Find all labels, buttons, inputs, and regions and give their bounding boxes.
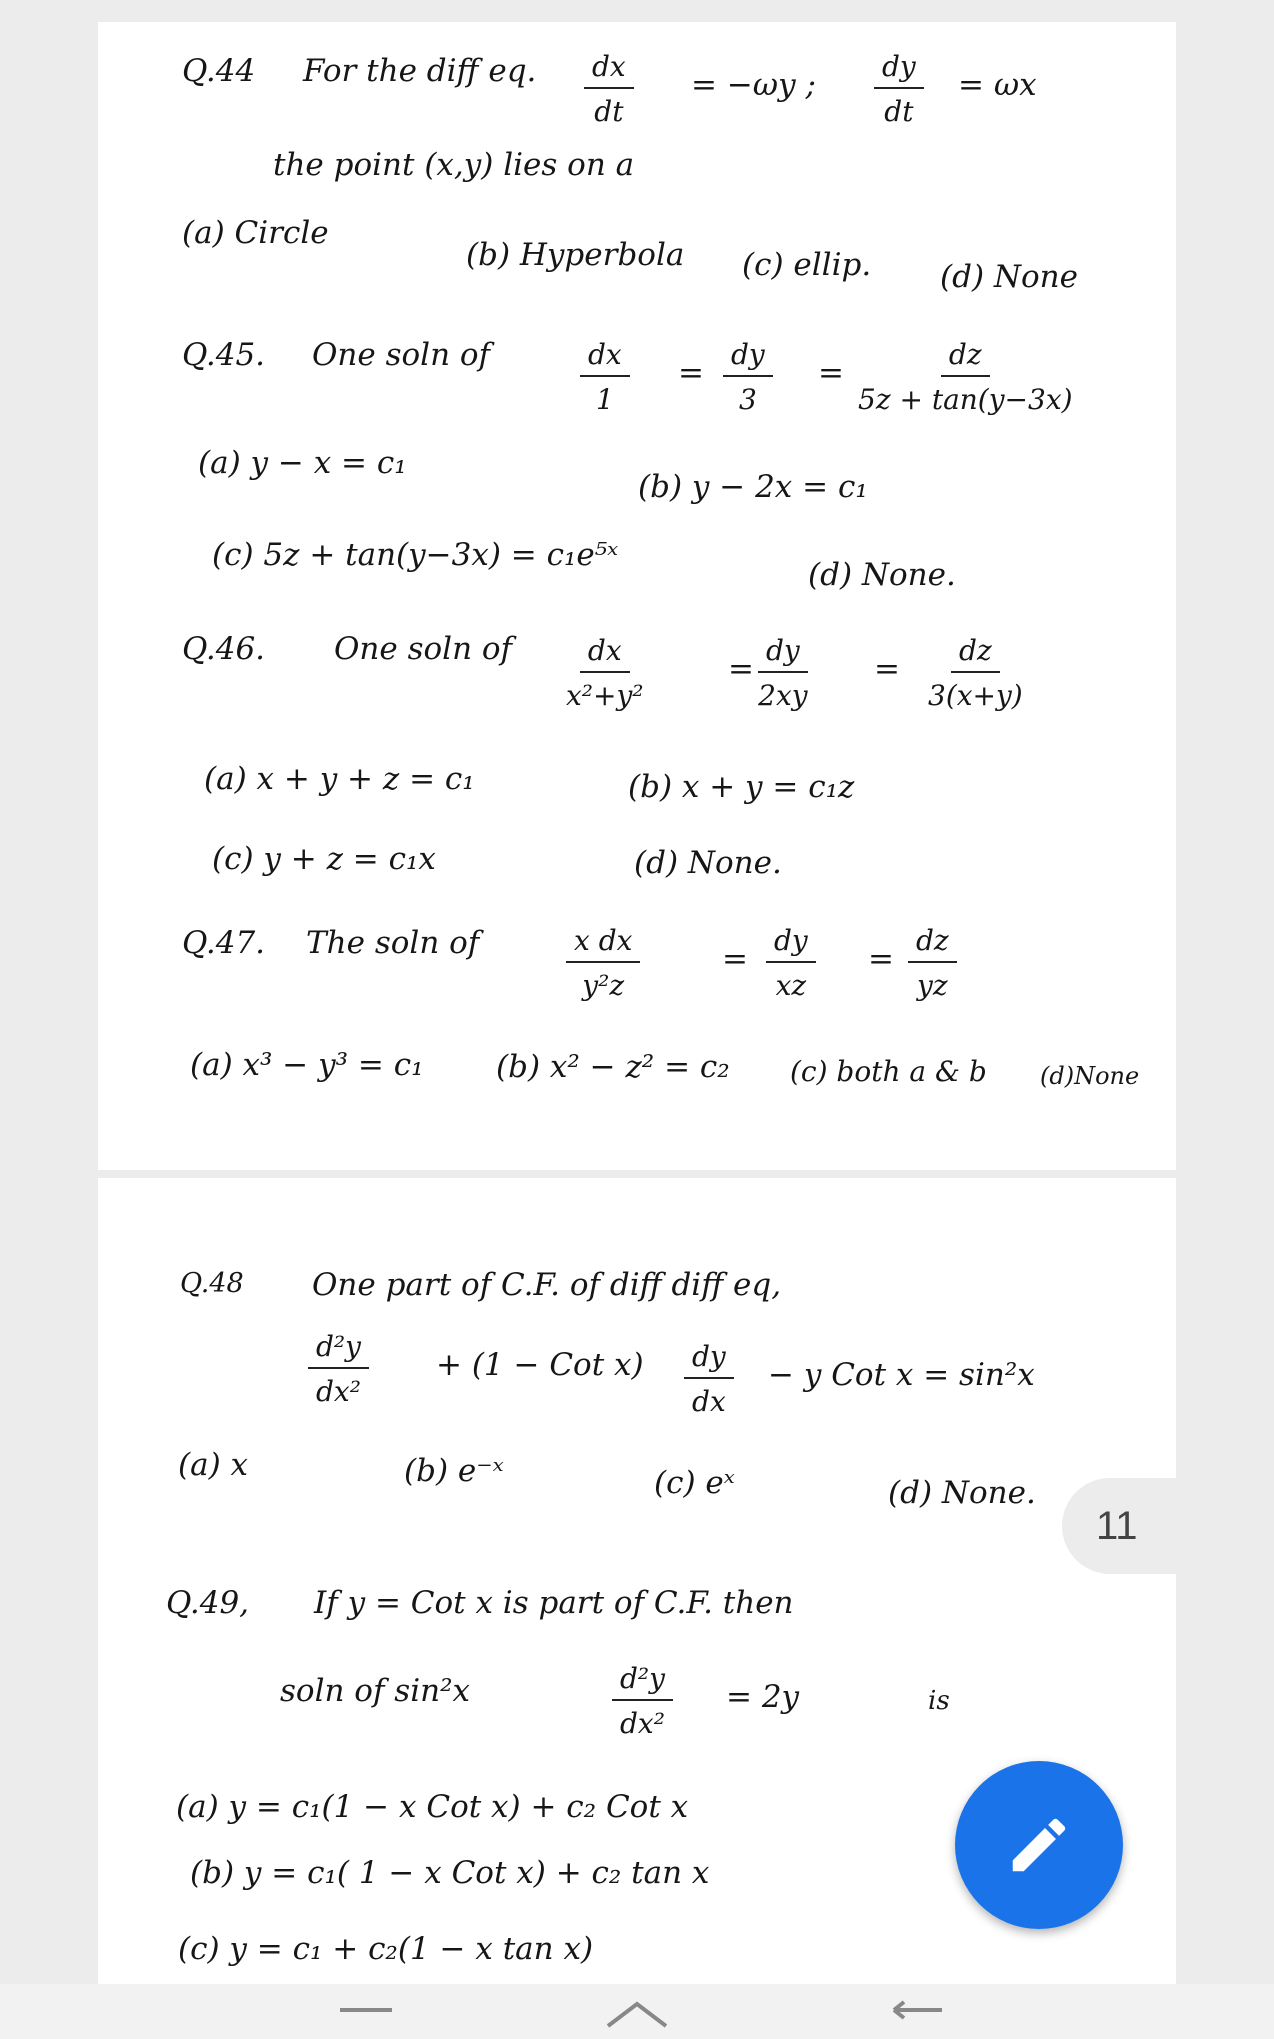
question-text: soln of sin²x [280,1673,470,1709]
option-a: (a) x [178,1447,249,1483]
question-text: the point (x,y) lies on a [273,147,635,183]
question-text: The soln of [306,925,480,961]
equals-sign: = [818,355,844,391]
equation-text: − y Cot x = sin²x [768,1357,1035,1393]
option-b: (b) e⁻ˣ [404,1453,504,1489]
option-b: (b) y = c₁( 1 − x Cot x) + c₂ tan x [190,1855,710,1891]
fraction: $\frac{\text{x dx}}{\text{y²z}}$ [566,924,640,1002]
option-a: (a) y − x = c₁ [198,445,407,481]
option-a: (a) Circle [182,215,329,251]
fraction: $\frac{dx}{dt}$ [584,50,634,128]
option-b: (b) y − 2x = c₁ [638,469,868,505]
fraction: $\frac{dy}{2xy}$ [758,634,808,712]
fraction: $\frac{\text{d²y}}{\text{dx²}}$ [612,1662,673,1740]
question-number: Q.45. [182,337,266,373]
equals-sign: = [874,651,900,687]
fraction: $\frac{dz}{5z + \tan(y-3x)}$ [858,338,1073,416]
option-c: (c) y = c₁ + c₂(1 − x tan x) [178,1931,594,1967]
equation-text: + (1 − Cot x) [436,1347,644,1383]
equals-sign: = [678,355,704,391]
fraction: $\frac{dz}{3(x+y)}$ [928,634,1023,712]
option-a: (a) x + y + z = c₁ [204,761,475,797]
equation-text: = ωx [958,67,1037,103]
option-c: (c) y + z = c₁x [212,841,436,877]
fraction: $\frac{dy}{dt}$ [874,50,924,128]
page-number: 11 [1096,1503,1138,1548]
fraction: $\frac{dy}{3}$ [723,338,773,416]
navigation-bar [0,1984,1274,2039]
fraction: $\frac{dy}{xz}$ [766,924,816,1002]
question-number: Q.44 [182,53,256,89]
option-c: (c) both a & b [790,1055,987,1088]
option-a: (a) x³ − y³ = c₁ [190,1047,424,1083]
option-d: (d) None. [808,557,956,593]
equals-sign: = [728,651,754,687]
option-b: (b) x² − z² = c₂ [496,1049,730,1085]
fraction: $\frac{dy}{dx}$ [684,1340,734,1418]
fraction: $\frac{dz}{yz}$ [908,924,957,1002]
edit-button[interactable] [955,1761,1123,1929]
back-icon[interactable] [890,2000,946,2030]
equals-sign: = [868,941,894,977]
option-b: (b) Hyperbola [466,237,685,273]
question-number: Q.46. [182,631,266,667]
question-text: One soln of [334,631,513,667]
question-number: Q.47. [182,925,266,961]
question-text: One soln of [312,337,491,373]
fraction: $\frac{\text{d²y}}{\text{dx²}}$ [308,1330,369,1408]
option-c: (c) eˣ [654,1465,735,1501]
question-text: is [928,1686,950,1716]
question-text: For the diff eq. [303,53,537,89]
question-text: If y = Cot x is part of C.F. then [314,1585,794,1621]
equation-text: = −ωy ; [691,67,816,103]
question-text: One part of C.F. of diff diff eq, [312,1267,782,1303]
page-number-badge [1062,1478,1274,1574]
option-c: (c) 5z + tan(y−3x) = c₁e⁵ˣ [212,537,619,573]
fraction: $\frac{dx}{\text{x²+y²}}$ [566,634,644,712]
option-c: (c) ellip. [742,247,872,283]
option-a: (a) y = c₁(1 − x Cot x) + c₂ Cot x [176,1789,689,1825]
home-icon[interactable] [604,1998,670,2028]
recents-icon[interactable] [340,2006,392,2016]
option-d: (d) None. [634,845,782,881]
equation-text: = 2y [726,1679,800,1715]
equals-sign: = [722,941,748,977]
fraction: $\frac{dx}{1}$ [580,338,630,416]
pencil-icon [1004,1810,1074,1880]
question-number: Q.48 [180,1268,244,1299]
option-d: (d)None [1040,1062,1140,1090]
option-b: (b) x + y = c₁z [628,769,855,805]
document-page-1 [98,22,1176,1170]
option-d: (d) None [940,259,1078,295]
question-number: Q.49, [166,1585,250,1621]
option-d: (d) None. [888,1475,1036,1511]
